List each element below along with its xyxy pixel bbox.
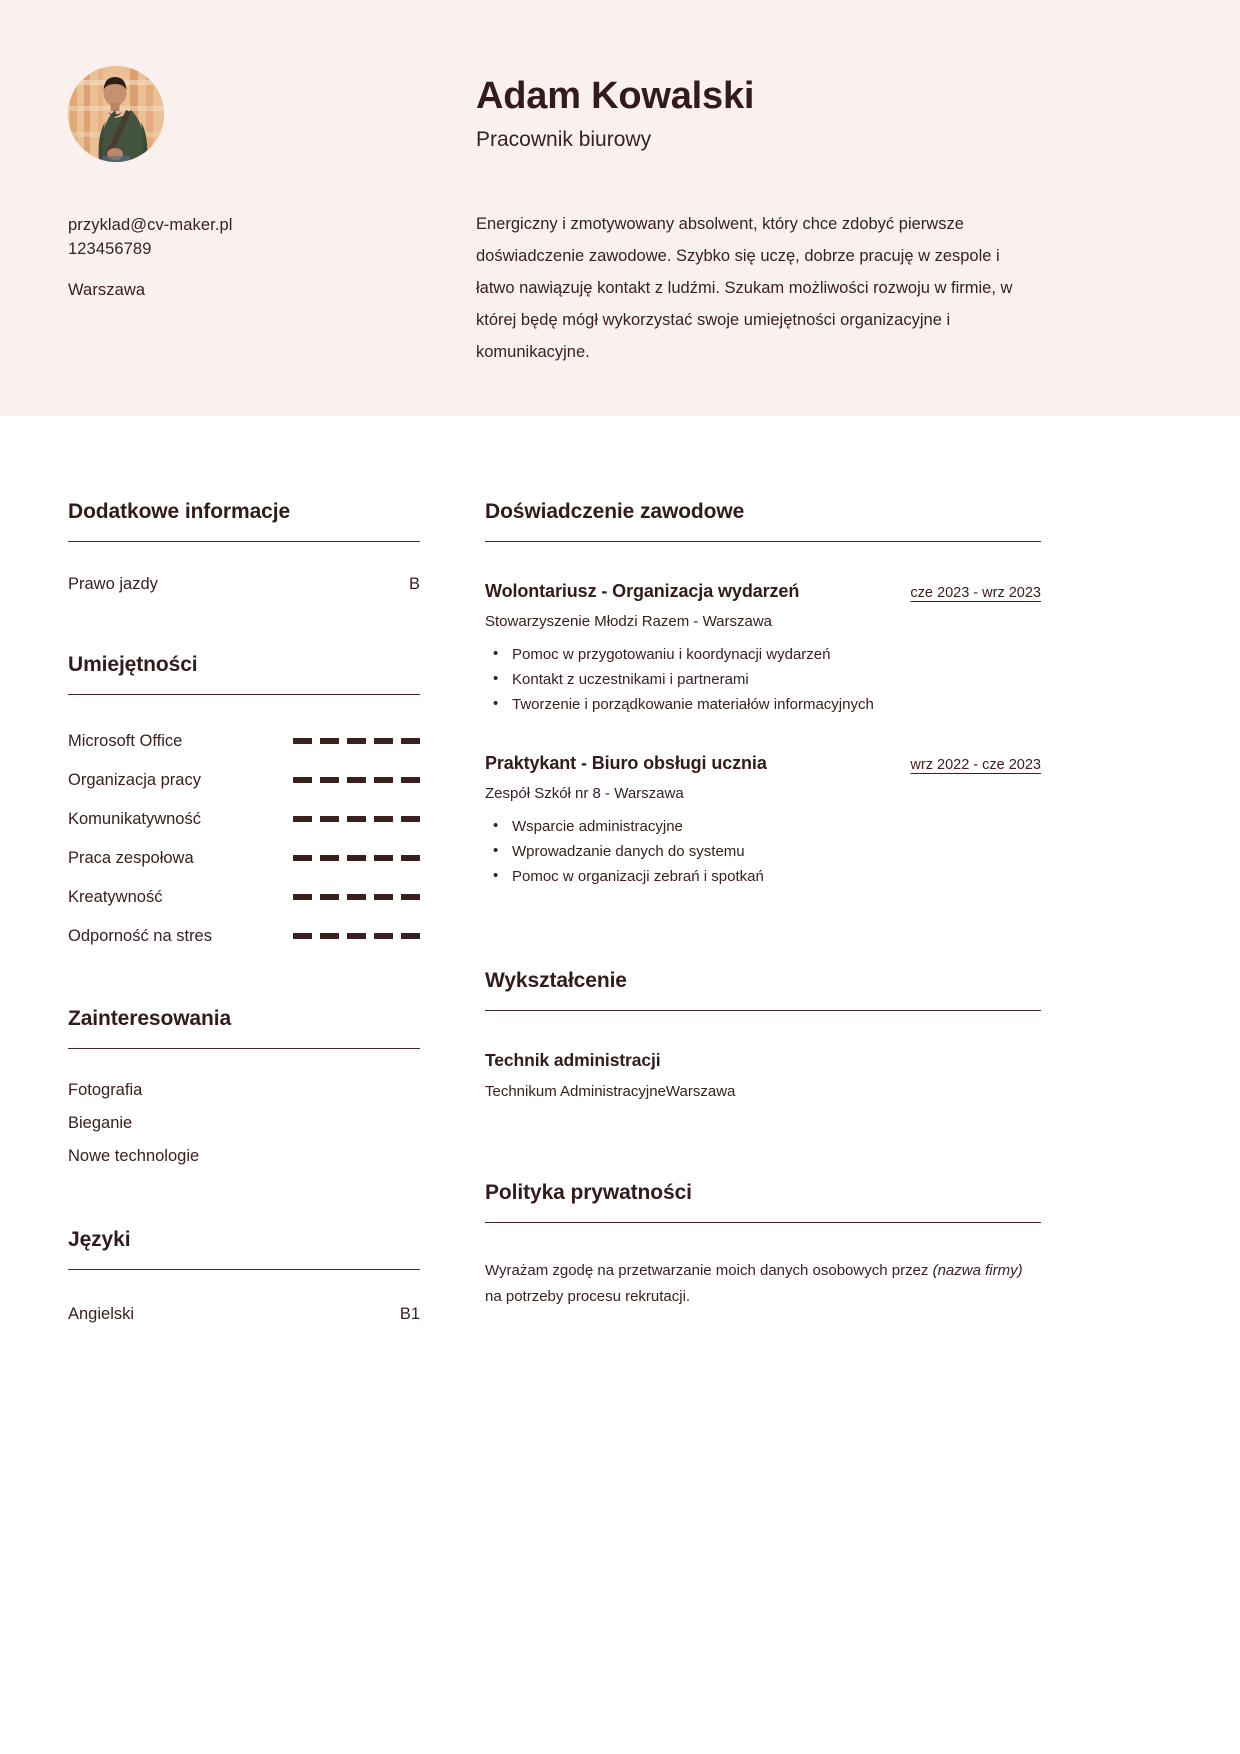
skill-dash [293,777,312,783]
contact-city: Warszawa [68,281,146,299]
skill-dash [347,816,366,822]
skill-rating [293,894,420,900]
section-interests [68,1004,420,1173]
header-band [0,0,1240,416]
skill-row [68,877,420,916]
skill-label: Kreatywność [68,887,163,906]
section-title-education: Wykształcenie [485,969,627,992]
name-block [476,72,1056,156]
education-school: Technikum AdministracyjneWarszawa [485,1083,736,1100]
experience-entry [485,578,1041,717]
skill-dash [320,777,339,783]
skill-label: Praca zespołowa [68,848,194,867]
avatar [68,66,164,162]
additional-info-row [68,572,420,596]
interest-item: Nowe technologie [68,1147,200,1165]
skill-dash [401,933,420,939]
section-title-interests: Zainteresowania [68,1007,232,1030]
section-title-skills: Umiejętności [68,653,198,676]
skill-dash [401,777,420,783]
experience-date: cze 2023 - wrz 2023 [910,585,1041,601]
skill-dash [374,816,393,822]
additional-info-value: B [408,575,420,593]
contact-phone: 123456789 [68,240,152,258]
skill-dash [320,855,339,861]
interest-item: Bieganie [68,1114,133,1132]
skill-dash [293,894,312,900]
profile-summary: Energiczny i zmotywowany absolwent, który chce zdobyć pierwsze doświadczenie zawodowe. Szybko się uczę, dobrze pracuję w zespole i łatwo nawiązuję kontakt z ludźmi. Szukam możliwości rozwoju w firmie, w której będę mógł wykorzystać swoje umiejętności organizacyjne i komunikacyjne. [476,215,1013,361]
skill-dash [374,933,393,939]
skill-row [68,760,420,799]
section-title-privacy: Polityka prywatności [485,1181,692,1204]
skill-rating [293,777,420,783]
skill-dash [347,894,366,900]
skill-dash [401,738,420,744]
skill-dash [347,777,366,783]
skill-dash [320,933,339,939]
skill-dash [347,855,366,861]
section-experience [485,497,1041,889]
skill-dash [374,894,393,900]
skill-dash [374,738,393,744]
experience-entry [485,750,1041,889]
contact-block [68,213,428,302]
list-item: • Pomoc w organizacji zebrań i spotkań [485,864,1041,889]
list-item: • Tworzenie i porządkowanie materiałów informacyjnych [485,692,1041,717]
sidebar-column [68,497,420,1326]
skill-row [68,799,420,838]
privacy-text-company-placeholder: (nazwa firmy) [932,1262,1023,1279]
skill-label: Microsoft Office [68,731,183,750]
experience-entry-header [485,750,1041,776]
experience-date: wrz 2022 - cze 2023 [910,757,1041,773]
skill-dash [401,894,420,900]
privacy-text [485,1258,1041,1310]
skill-dash [293,933,312,939]
avatar-photo [68,66,164,162]
experience-role: Wolontariusz - Organizacja wydarzeń [485,581,800,601]
main-column [485,497,1041,1310]
list-item: • Wprowadzanie danych do systemu [485,839,1041,864]
job-title: Pracownik biurowy [476,128,652,151]
experience-entry-header [485,578,1041,604]
section-languages [68,1225,420,1326]
interest-item: Fotografia [68,1081,143,1099]
section-skills [68,650,420,955]
section-title-experience: Doświadczenie zawodowe [485,500,745,523]
language-level: B1 [399,1305,420,1323]
education-entry [485,1047,1041,1104]
skill-dash [320,738,339,744]
experience-organization: Zespół Szkół nr 8 - Warszawa [485,785,684,802]
skill-label: Komunikatywność [68,809,201,828]
skill-dash [401,816,420,822]
privacy-text-after: na potrzeby procesu rekrutacji. [485,1288,691,1305]
experience-bullets [485,814,1041,889]
skill-dash [320,894,339,900]
skill-dash [293,855,312,861]
skill-row [68,721,420,760]
education-degree: Technik administracji [485,1050,661,1070]
skill-row [68,916,420,955]
skill-dash [374,777,393,783]
skill-dash [347,738,366,744]
list-item: • Wsparcie administracyjne [485,814,1041,839]
skill-dash [401,855,420,861]
skill-label: Odporność na stres [68,926,212,945]
language-row [68,1302,420,1326]
language-label: Angielski [68,1305,135,1323]
experience-bullets [485,642,1041,717]
section-title-additional-info: Dodatkowe informacje [68,500,291,523]
privacy-text-before: Wyrażam zgodę na przetwarzanie moich danych osobowych przez [485,1262,933,1279]
contact-email: przyklad@cv-maker.pl [68,216,233,234]
skill-dash [293,816,312,822]
page-title: Adam Kowalski [476,75,755,117]
additional-info-label: Prawo jazdy [68,575,158,593]
skill-dash [293,738,312,744]
section-additional-info [68,497,420,596]
skill-dash [347,933,366,939]
experience-organization: Stowarzyszenie Młodzi Razem - Warszawa [485,613,773,630]
skill-rating [293,816,420,822]
skill-label: Organizacja pracy [68,770,201,789]
section-education [485,966,1041,1104]
list-item: • Kontakt z uczestnikami i partnerami [485,667,1041,692]
list-item: • Pomoc w przygotowaniu i koordynacji wydarzeń [485,642,1041,667]
section-privacy [485,1178,1041,1310]
skill-rating [293,738,420,744]
skill-row [68,838,420,877]
skill-rating [293,933,420,939]
skill-rating [293,855,420,861]
skill-dash [320,816,339,822]
experience-role: Praktykant - Biuro obsługi ucznia [485,753,767,773]
section-title-languages: Języki [68,1228,131,1251]
skill-dash [374,855,393,861]
